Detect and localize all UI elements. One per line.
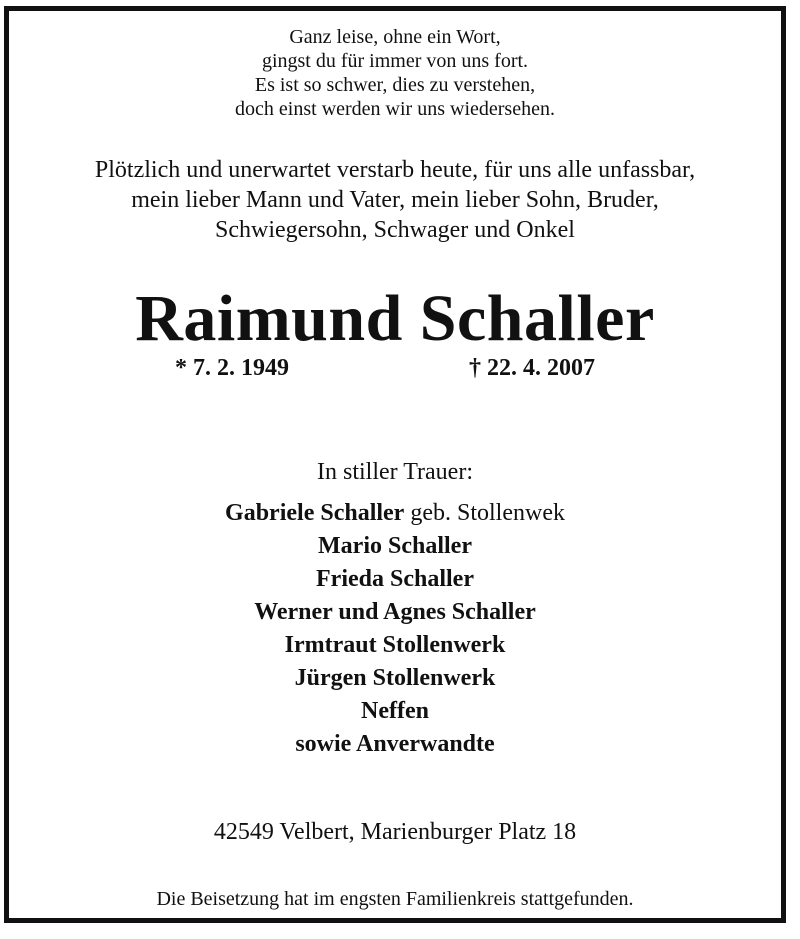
poem-line: Ganz leise, ohne ein Wort, (289, 26, 501, 48)
intro-text (9, 155, 781, 245)
intro-line: Plötzlich und unerwartet verstarb heute, für uns alle unfassbar, (94, 157, 696, 183)
mourners-list (9, 497, 781, 761)
mourner-item (9, 497, 781, 530)
death-date: † 22. 4. 2007 (469, 355, 595, 381)
mourner-maiden-name: geb. Stollenwek (404, 500, 565, 526)
mourner-item: sowie Anverwandte (295, 731, 495, 757)
poem (9, 25, 781, 121)
deceased-name: Raimund Schaller (135, 282, 655, 355)
mourner-item: Mario Schaller (318, 533, 472, 559)
poem-line: Es ist so schwer, dies zu verstehen, (254, 74, 536, 96)
poem-line: gingst du für immer von uns fort. (261, 50, 529, 72)
birth-date: * 7. 2. 1949 (175, 355, 289, 381)
mourner-item: Werner und Agnes Schaller (254, 599, 536, 625)
intro-line: mein lieber Mann und Vater, mein lieber Sohn, Bruder, (131, 187, 659, 213)
obituary-notice (4, 6, 786, 923)
funeral-note: Die Beisetzung hat im engsten Familienkreis stattgefunden. (156, 888, 634, 910)
mourner-item: Neffen (361, 698, 429, 724)
mourner-item: Irmtraut Stollenwerk (284, 632, 506, 658)
address: 42549 Velbert, Marienburger Platz 18 (213, 819, 577, 845)
mourner-item: Jürgen Stollenwerk (294, 665, 496, 691)
mourner-item: Frieda Schaller (316, 566, 474, 592)
mourning-heading: In stiller Trauer: (317, 459, 473, 485)
mourner-name: Gabriele Schaller (225, 500, 405, 526)
poem-line: doch einst werden wir uns wiedersehen. (235, 98, 555, 120)
intro-line: Schwiegersohn, Schwager und Onkel (215, 217, 575, 243)
